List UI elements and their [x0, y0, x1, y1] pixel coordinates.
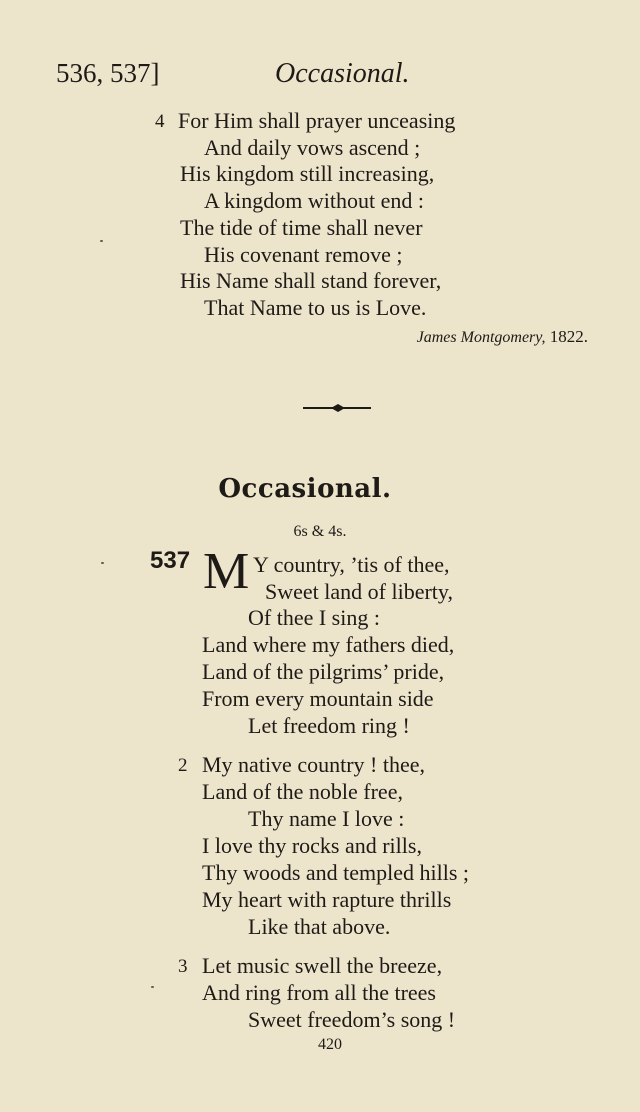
verse-line: Thy woods and templed hills ;	[202, 860, 470, 885]
verse-line: Sweet freedom’s song !	[248, 1007, 456, 1032]
verse-line: Land of the noble free,	[202, 779, 403, 804]
verse-line: The tide of time shall never	[180, 215, 423, 240]
verse-number-3: 3	[178, 956, 188, 977]
verse-line: My native country ! thee,	[202, 752, 425, 777]
paper-speck	[101, 562, 104, 564]
author-name: James Montgomery,	[416, 329, 546, 346]
verse-line: Land of the pilgrims’ pride,	[202, 659, 445, 684]
verse-line: And ring from all the trees	[202, 980, 436, 1005]
verse-line: Land where my fathers died,	[202, 632, 455, 657]
verse-line: And daily vows ascend ;	[204, 135, 421, 160]
verse-line: His kingdom still increasing,	[180, 161, 435, 186]
verse-line: I love thy rocks and rills,	[202, 833, 422, 858]
paper-speck	[151, 986, 154, 988]
verse-line: From every mountain side	[202, 686, 434, 711]
verse-line: Sweet land of liberty,	[265, 579, 453, 604]
verse-line: Thy name I love :	[248, 806, 405, 831]
meter-label: 6s & 4s.	[293, 523, 347, 540]
verse-line: My heart with rapture thrills	[202, 887, 452, 912]
verse-line: Let music swell the breeze,	[202, 953, 443, 978]
verse-line: That Name to us is Love.	[204, 295, 427, 320]
verse-line: Like that above.	[248, 914, 391, 939]
verse-line: For Him shall prayer unceasing	[178, 108, 456, 133]
verse-number-2: 2	[178, 755, 188, 776]
author-year: 1822.	[549, 327, 588, 346]
verse-line: Let freedom ring !	[248, 713, 410, 738]
author-attribution	[417, 327, 588, 347]
paper-speck	[100, 240, 103, 242]
drop-cap: M	[203, 543, 250, 600]
verse-line: Y country, ’tis of thee,	[253, 552, 450, 577]
verse-number-4: 4	[155, 111, 165, 132]
section-title: Occasional.	[218, 474, 392, 504]
verse-line: Of thee I sing :	[248, 605, 380, 630]
hymn-number: 537	[150, 547, 191, 574]
header-hymn-numbers: 536, 537]	[56, 58, 160, 88]
page-number: 420	[318, 1036, 342, 1053]
verse-line: A kingdom without end :	[204, 188, 424, 213]
verse-line: His covenant remove ;	[204, 242, 403, 267]
header-running-title: Occasional.	[275, 58, 410, 89]
verse-line: His Name shall stand forever,	[180, 268, 442, 293]
divider-ornament	[303, 400, 371, 416]
